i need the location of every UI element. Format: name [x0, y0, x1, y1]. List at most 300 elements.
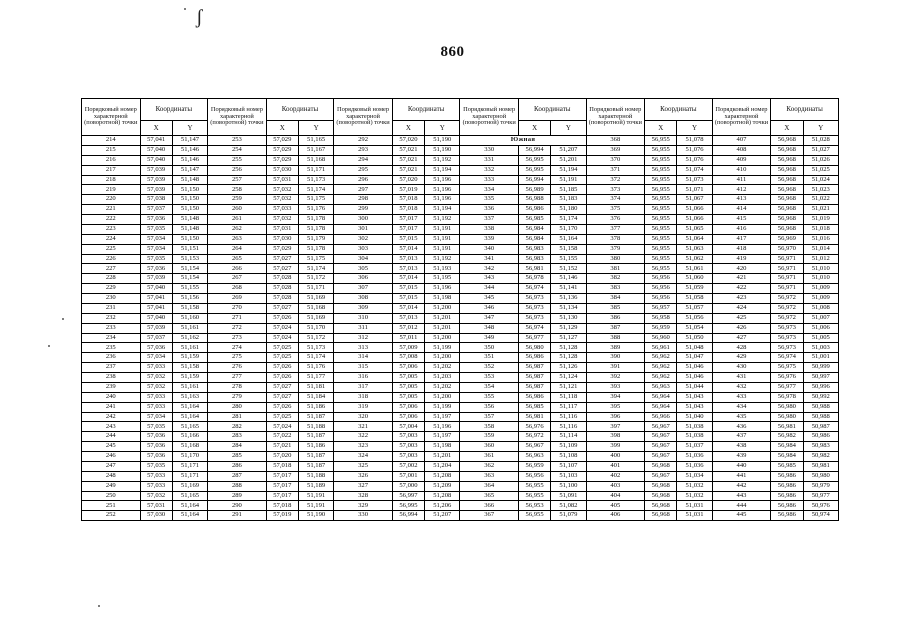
y-value-cell: 51,073	[677, 175, 712, 185]
point-number-cell: 338	[460, 224, 519, 234]
x-value-cell: 56,968	[645, 511, 677, 521]
point-number-cell: 390	[586, 353, 645, 363]
x-value-cell: 57,014	[392, 274, 424, 284]
point-number-cell: 389	[586, 343, 645, 353]
x-value-cell: 56,968	[645, 491, 677, 501]
x-value-cell: 56,978	[518, 274, 550, 284]
y-value-cell: 51,191	[298, 501, 333, 511]
point-number-cell: 263	[208, 234, 267, 244]
y-value-cell: 51,121	[551, 382, 586, 392]
x-value-cell: 56,953	[518, 501, 550, 511]
x-value-cell: 57,022	[266, 432, 298, 442]
y-value-cell: 51,062	[677, 254, 712, 264]
x-value-cell: 56,969	[771, 234, 803, 244]
coordinates-table	[81, 98, 839, 521]
y-value-cell: 51,156	[172, 294, 207, 304]
point-number-cell: 264	[208, 244, 267, 254]
point-number-cell: 244	[82, 432, 141, 442]
table-row	[82, 274, 839, 284]
x-value-cell: 57,039	[140, 323, 172, 333]
point-number-cell: 303	[334, 244, 393, 254]
point-number-cell: 406	[586, 511, 645, 521]
point-number-cell: 369	[586, 145, 645, 155]
y-value-cell: 51,116	[551, 412, 586, 422]
point-number-cell: 425	[712, 313, 771, 323]
y-value-cell: 51,150	[172, 195, 207, 205]
y-value-cell: 51,036	[677, 461, 712, 471]
x-value-cell: 57,028	[266, 294, 298, 304]
y-value-cell: 51,180	[551, 205, 586, 215]
y-value-cell: 51,195	[425, 274, 460, 284]
point-number-cell: 252	[82, 511, 141, 521]
y-value-cell: 51,169	[298, 313, 333, 323]
y-value-cell: 51,060	[677, 274, 712, 284]
table-row	[82, 471, 839, 481]
x-value-cell: 57,005	[392, 373, 424, 383]
point-number-cell: 344	[460, 284, 519, 294]
table-row	[82, 422, 839, 432]
point-number-cell: 311	[334, 323, 393, 333]
x-value-cell: 56,971	[771, 284, 803, 294]
table-row	[82, 313, 839, 323]
y-value-cell: 51,191	[298, 491, 333, 501]
y-value-cell: 51,173	[298, 175, 333, 185]
y-value-cell: 51,191	[425, 224, 460, 234]
x-value-cell: 56,971	[771, 254, 803, 264]
point-number-cell: 249	[82, 481, 141, 491]
point-number-cell: 301	[334, 224, 393, 234]
x-value-cell: 56,968	[771, 205, 803, 215]
x-value-cell: 56,984	[518, 234, 550, 244]
point-number-cell: 257	[208, 175, 267, 185]
x-value-cell: 57,040	[140, 313, 172, 323]
point-number-cell: 322	[334, 432, 393, 442]
point-number-cell: 223	[82, 224, 141, 234]
point-number-cell: 259	[208, 195, 267, 205]
table-header	[82, 99, 839, 136]
point-number-cell: 377	[586, 224, 645, 234]
y-value-cell: 51,196	[425, 195, 460, 205]
x-value-cell: 56,986	[771, 471, 803, 481]
point-number-cell: 305	[334, 264, 393, 274]
x-value-cell: 56,966	[645, 412, 677, 422]
point-number-cell: 438	[712, 442, 771, 452]
y-value-cell: 51,153	[172, 254, 207, 264]
y-value-cell: 51,164	[172, 412, 207, 422]
x-value-cell: 56,972	[771, 303, 803, 313]
y-value-cell: 51,166	[172, 432, 207, 442]
table-row	[82, 491, 839, 501]
x-value-cell: 57,019	[266, 511, 298, 521]
point-number-cell: 428	[712, 343, 771, 353]
x-value-cell: 57,033	[140, 363, 172, 373]
y-value-cell: 51,076	[677, 155, 712, 165]
point-number-cell: 296	[334, 175, 393, 185]
table-row	[82, 363, 839, 373]
y-value-cell: 51,066	[677, 215, 712, 225]
y-value-cell: 51,204	[425, 461, 460, 471]
point-number-cell: 225	[82, 244, 141, 254]
point-number-cell: 235	[82, 343, 141, 353]
point-number-cell: 374	[586, 195, 645, 205]
x-value-cell: 57,032	[140, 382, 172, 392]
y-value-cell: 51,074	[677, 165, 712, 175]
y-value-cell: 51,151	[172, 244, 207, 254]
x-value-cell: 56,995	[518, 155, 550, 165]
x-value-cell: 57,031	[266, 224, 298, 234]
y-value-cell: 51,032	[677, 491, 712, 501]
point-number-cell: 307	[334, 284, 393, 294]
y-value-cell: 51,209	[425, 481, 460, 491]
point-number-cell: 274	[208, 343, 267, 353]
point-number-cell: 429	[712, 353, 771, 363]
x-header: X	[266, 121, 298, 136]
point-number-cell: 366	[460, 501, 519, 511]
point-number-cell: 376	[586, 215, 645, 225]
y-value-cell: 51,190	[298, 511, 333, 521]
point-number-cell: 404	[586, 491, 645, 501]
y-value-cell: 50,988	[803, 412, 838, 422]
x-value-cell: 56,980	[518, 343, 550, 353]
y-value-cell: 51,155	[551, 254, 586, 264]
point-number-cell: 315	[334, 363, 393, 373]
y-value-cell: 51,190	[425, 136, 460, 146]
point-number-cell: 215	[82, 145, 141, 155]
y-value-cell: 51,169	[298, 294, 333, 304]
y-value-cell: 51,184	[298, 392, 333, 402]
x-value-cell: 56,974	[518, 323, 550, 333]
x-value-cell: 56,970	[771, 244, 803, 254]
point-number-cell: 336	[460, 205, 519, 215]
point-number-cell: 391	[586, 363, 645, 373]
x-value-cell: 56,972	[518, 432, 550, 442]
y-value-cell: 51,061	[677, 264, 712, 274]
y-value-cell: 51,206	[425, 501, 460, 511]
x-value-cell: 57,020	[266, 452, 298, 462]
point-number-cell: 360	[460, 442, 519, 452]
point-number-cell: 332	[460, 165, 519, 175]
y-value-cell: 51,024	[803, 175, 838, 185]
point-number-cell: 279	[208, 392, 267, 402]
point-number-cell: 405	[586, 501, 645, 511]
x-value-cell: 57,029	[266, 244, 298, 254]
point-number-cell: 297	[334, 185, 393, 195]
y-value-cell: 51,199	[425, 402, 460, 412]
point-number-cell: 314	[334, 353, 393, 363]
point-number-cell: 339	[460, 234, 519, 244]
point-number-cell: 370	[586, 155, 645, 165]
point-number-cell: 221	[82, 205, 141, 215]
x-value-cell: 57,003	[392, 432, 424, 442]
x-value-cell: 56,960	[645, 333, 677, 343]
y-header: Y	[677, 121, 712, 136]
table-row	[82, 165, 839, 175]
y-value-cell: 51,059	[677, 284, 712, 294]
x-header: X	[392, 121, 424, 136]
x-value-cell: 57,017	[392, 224, 424, 234]
x-value-cell: 57,002	[392, 461, 424, 471]
x-value-cell: 56,973	[771, 333, 803, 343]
y-value-cell: 51,165	[298, 136, 333, 146]
point-number-cell: 271	[208, 313, 267, 323]
x-value-cell: 56,968	[645, 461, 677, 471]
point-number-cell: 248	[82, 471, 141, 481]
x-value-cell: 56,955	[645, 254, 677, 264]
y-value-cell: 51,187	[298, 412, 333, 422]
point-number-cell: 308	[334, 294, 393, 304]
y-value-cell: 51,067	[677, 195, 712, 205]
x-value-cell: 57,032	[140, 373, 172, 383]
y-value-cell: 51,168	[298, 155, 333, 165]
point-number-cell: 216	[82, 155, 141, 165]
y-value-cell: 51,160	[172, 313, 207, 323]
coordinates-header: Координаты	[140, 99, 208, 121]
x-value-cell: 57,009	[392, 343, 424, 353]
table-row	[82, 402, 839, 412]
point-number-cell: 385	[586, 303, 645, 313]
y-value-cell: 51,007	[803, 313, 838, 323]
x-value-cell: 57,000	[392, 481, 424, 491]
y-value-cell: 51,164	[172, 511, 207, 521]
x-value-cell: 57,006	[392, 402, 424, 412]
point-number-cell: 371	[586, 165, 645, 175]
x-value-cell: 56,955	[645, 264, 677, 274]
point-number-cell: 381	[586, 264, 645, 274]
point-number-cell: 367	[460, 511, 519, 521]
y-value-cell: 51,079	[551, 511, 586, 521]
x-value-cell: 56,994	[518, 145, 550, 155]
point-number-cell: 250	[82, 491, 141, 501]
x-value-cell: 56,968	[771, 185, 803, 195]
y-value-cell: 50,999	[803, 363, 838, 373]
point-number-cell: 219	[82, 185, 141, 195]
point-number-cell: 414	[712, 205, 771, 215]
x-value-cell: 57,034	[140, 244, 172, 254]
y-value-cell: 51,187	[298, 432, 333, 442]
y-value-cell: 51,043	[677, 392, 712, 402]
point-number-cell: 413	[712, 195, 771, 205]
point-number-cell: 325	[334, 461, 393, 471]
y-value-cell: 51,100	[551, 481, 586, 491]
y-value-cell: 51,196	[425, 175, 460, 185]
table-row	[82, 511, 839, 521]
y-value-cell: 51,005	[803, 333, 838, 343]
x-value-cell: 57,040	[140, 145, 172, 155]
y-value-cell: 51,179	[298, 234, 333, 244]
y-value-cell: 50,988	[803, 402, 838, 412]
x-value-cell: 57,039	[140, 185, 172, 195]
x-value-cell: 56,955	[518, 511, 550, 521]
x-value-cell: 56,987	[518, 363, 550, 373]
y-value-cell: 51,162	[172, 333, 207, 343]
x-value-cell: 56,974	[771, 353, 803, 363]
point-number-cell: 386	[586, 313, 645, 323]
point-number-cell: 347	[460, 313, 519, 323]
x-value-cell: 56,973	[518, 303, 550, 313]
point-number-cell: 262	[208, 224, 267, 234]
x-value-cell: 56,983	[518, 254, 550, 264]
x-value-cell: 57,025	[266, 412, 298, 422]
x-value-cell: 56,955	[645, 136, 677, 146]
x-value-cell: 56,955	[645, 195, 677, 205]
x-value-cell: 56,955	[645, 215, 677, 225]
point-number-cell: 392	[586, 373, 645, 383]
y-value-cell: 51,082	[551, 501, 586, 511]
point-number-cell: 378	[586, 234, 645, 244]
x-value-cell: 57,034	[140, 234, 172, 244]
y-value-cell: 51,116	[551, 422, 586, 432]
coordinates-header: Координаты	[392, 99, 460, 121]
x-value-cell: 57,035	[140, 461, 172, 471]
point-number-cell: 326	[334, 471, 393, 481]
point-number-cell: 302	[334, 234, 393, 244]
x-value-cell: 57,040	[140, 284, 172, 294]
x-value-cell: 57,036	[140, 343, 172, 353]
table-row	[82, 175, 839, 185]
x-value-cell: 56,986	[771, 481, 803, 491]
y-value-cell: 51,191	[551, 175, 586, 185]
point-number-cell: 412	[712, 185, 771, 195]
y-value-cell: 51,107	[551, 461, 586, 471]
y-value-cell: 51,043	[677, 402, 712, 412]
point-number-cell: 214	[82, 136, 141, 146]
table-row	[82, 155, 839, 165]
point-number-cell: 258	[208, 185, 267, 195]
point-number-cell: 353	[460, 373, 519, 383]
x-value-cell: 56,973	[771, 323, 803, 333]
x-value-cell: 56,981	[518, 412, 550, 422]
y-value-cell: 51,027	[803, 145, 838, 155]
x-value-cell: 56,986	[771, 511, 803, 521]
table-row	[82, 185, 839, 195]
y-value-cell: 51,192	[425, 215, 460, 225]
point-number-cell: 393	[586, 382, 645, 392]
point-number-cell: 356	[460, 402, 519, 412]
y-value-cell: 51,201	[425, 323, 460, 333]
y-value-cell: 51,032	[677, 481, 712, 491]
point-number-cell: 402	[586, 471, 645, 481]
y-value-cell: 51,191	[425, 234, 460, 244]
x-value-cell: 56,981	[771, 422, 803, 432]
point-number-cell: 434	[712, 402, 771, 412]
table-row	[82, 323, 839, 333]
y-value-cell: 51,158	[172, 303, 207, 313]
point-number-cell: 310	[334, 313, 393, 323]
x-value-cell: 57,019	[392, 185, 424, 195]
y-value-cell: 51,148	[172, 224, 207, 234]
point-number-cell: 246	[82, 452, 141, 462]
y-value-cell: 51,201	[425, 452, 460, 462]
y-value-cell: 51,200	[425, 392, 460, 402]
x-value-cell: 57,035	[140, 422, 172, 432]
y-value-cell: 51,071	[677, 185, 712, 195]
y-value-cell: 51,103	[551, 471, 586, 481]
point-number-cell: 410	[712, 165, 771, 175]
table-row	[82, 432, 839, 442]
x-value-cell: 57,032	[266, 185, 298, 195]
x-value-cell: 57,017	[392, 215, 424, 225]
x-value-cell: 56,986	[518, 353, 550, 363]
y-value-cell: 51,037	[677, 442, 712, 452]
point-number-cell: 409	[712, 155, 771, 165]
point-number-cell: 403	[586, 481, 645, 491]
x-value-cell: 57,041	[140, 303, 172, 313]
coordinates-header: Координаты	[645, 99, 713, 121]
scan-speck	[98, 605, 100, 607]
y-value-cell: 51,159	[172, 373, 207, 383]
x-value-cell: 57,041	[140, 136, 172, 146]
scan-speck	[62, 318, 64, 320]
point-number-cell: 272	[208, 323, 267, 333]
x-value-cell: 57,018	[392, 195, 424, 205]
y-value-cell: 51,124	[551, 373, 586, 383]
table-row	[82, 224, 839, 234]
x-value-cell: 56,971	[771, 274, 803, 284]
x-value-cell: 56,968	[645, 501, 677, 511]
point-number-cell: 245	[82, 442, 141, 452]
x-value-cell: 56,955	[645, 224, 677, 234]
y-value-cell: 51,038	[677, 422, 712, 432]
point-number-cell: 233	[82, 323, 141, 333]
y-value-cell: 51,008	[803, 303, 838, 313]
point-number-cell: 284	[208, 442, 267, 452]
x-value-cell: 57,026	[266, 402, 298, 412]
point-number-cell: 261	[208, 215, 267, 225]
x-value-cell: 57,027	[266, 264, 298, 274]
point-number-cell: 277	[208, 373, 267, 383]
point-number-cell: 440	[712, 461, 771, 471]
y-value-cell: 51,196	[425, 284, 460, 294]
point-number-cell: 281	[208, 412, 267, 422]
y-value-cell: 51,076	[677, 145, 712, 155]
x-value-cell: 56,956	[645, 274, 677, 284]
point-number-cell: 304	[334, 254, 393, 264]
y-value-cell: 51,203	[425, 373, 460, 383]
y-value-cell: 51,174	[551, 215, 586, 225]
y-header: Y	[298, 121, 333, 136]
x-value-cell: 56,983	[518, 244, 550, 254]
x-value-cell: 57,029	[266, 155, 298, 165]
point-number-header: Порядковый номер характерной (поворотной) точки	[334, 99, 393, 136]
point-number-cell: 342	[460, 264, 519, 274]
x-value-cell: 56,987	[518, 373, 550, 383]
y-value-cell: 51,044	[677, 382, 712, 392]
x-value-cell: 56,968	[771, 145, 803, 155]
x-value-cell: 56,956	[645, 284, 677, 294]
point-number-cell: 372	[586, 175, 645, 185]
y-value-cell: 51,130	[551, 313, 586, 323]
y-value-cell: 51,091	[551, 491, 586, 501]
y-value-cell: 51,170	[551, 224, 586, 234]
x-value-cell: 56,955	[645, 155, 677, 165]
y-value-cell: 51,146	[172, 155, 207, 165]
point-number-cell: 401	[586, 461, 645, 471]
x-value-cell: 56,997	[392, 491, 424, 501]
y-value-cell: 51,117	[551, 402, 586, 412]
x-value-cell: 56,955	[645, 175, 677, 185]
y-value-cell: 51,028	[803, 136, 838, 146]
x-value-cell: 56,994	[518, 175, 550, 185]
x-value-cell: 56,962	[645, 373, 677, 383]
point-number-cell: 349	[460, 333, 519, 343]
point-number-cell: 379	[586, 244, 645, 254]
region-label: Южная	[460, 136, 586, 146]
x-value-cell: 56,984	[771, 452, 803, 462]
y-value-cell: 51,174	[298, 353, 333, 363]
x-value-cell: 56,984	[518, 224, 550, 234]
x-value-cell: 57,008	[392, 353, 424, 363]
x-value-cell: 57,012	[392, 323, 424, 333]
